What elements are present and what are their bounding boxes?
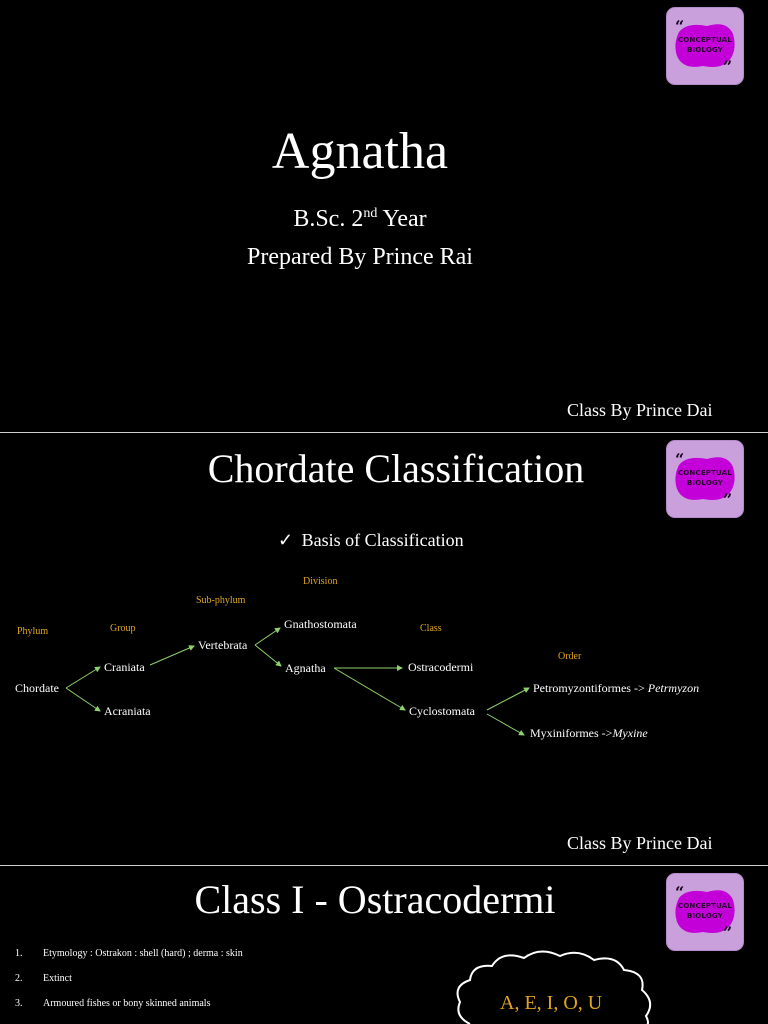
point-number: 3. bbox=[15, 998, 23, 1009]
list-item bbox=[15, 948, 243, 973]
node-agnatha: Agnatha bbox=[285, 661, 326, 675]
node-gnathostomata: Gnathostomata bbox=[284, 617, 357, 631]
year-suffix: Year bbox=[377, 206, 427, 232]
arrow-craniata-vertebrata bbox=[150, 646, 194, 665]
logo-text: CONCEPTUAL BIOLOGY bbox=[677, 469, 733, 487]
subtitle-author: Prepared By Prince Rai bbox=[247, 244, 473, 270]
rank-label-division: Division bbox=[303, 576, 338, 587]
petro-order: Petromyzontiformes -> bbox=[533, 681, 648, 695]
rank-label-class: Class bbox=[420, 623, 442, 634]
slide-title bbox=[0, 0, 768, 432]
arrow-vertebrata-agnatha bbox=[255, 645, 281, 666]
svg-text:“: “ bbox=[675, 450, 685, 469]
point-text: Extinct bbox=[43, 973, 72, 984]
year-prefix: B.Sc. 2 bbox=[293, 206, 364, 232]
arrow-cyclostomata-petromyzon bbox=[487, 688, 529, 710]
slide-classification bbox=[0, 433, 768, 865]
arrow-chordate-acraniata bbox=[66, 688, 100, 711]
footer-credit: Class By Prince Dai bbox=[567, 400, 713, 420]
arrow-vertebrata-gnathostomata bbox=[255, 628, 280, 645]
points-list bbox=[15, 948, 243, 1023]
node-cyclostomata: Cyclostomata bbox=[409, 704, 475, 718]
logo-text: CONCEPTUAL BIOLOGY bbox=[677, 902, 733, 920]
svg-text:“: “ bbox=[675, 17, 685, 36]
petro-genus: Petrmyzon bbox=[647, 681, 700, 695]
subtitle-year bbox=[0, 206, 720, 233]
slide-title: Chordate Classification bbox=[207, 446, 585, 491]
svg-text:“: “ bbox=[675, 883, 685, 902]
rank-label-order: Order bbox=[558, 651, 582, 662]
year-sup: nd bbox=[363, 206, 378, 221]
basis-text: Basis of Classification bbox=[301, 530, 464, 550]
node-ostracodermi: Ostracodermi bbox=[408, 660, 474, 674]
point-number: 1. bbox=[15, 948, 23, 959]
page-title: Agnatha bbox=[271, 123, 449, 180]
rank-label-group: Group bbox=[110, 623, 136, 634]
node-petromyzontiformes bbox=[533, 681, 699, 696]
conceptual-biology-logo bbox=[667, 8, 743, 84]
node-acraniata: Acraniata bbox=[104, 704, 151, 718]
myx-order: Myxiniformes -> bbox=[530, 726, 613, 740]
check-icon: ✓ bbox=[278, 530, 294, 550]
arrow-agnatha-cyclostomata bbox=[334, 668, 405, 710]
point-number: 2. bbox=[15, 973, 23, 984]
logo-text: CONCEPTUAL BIOLOGY bbox=[677, 36, 733, 54]
classification-arrows bbox=[0, 433, 768, 865]
myx-genus: Myxine bbox=[612, 726, 648, 740]
list-item bbox=[15, 973, 243, 998]
node-chordate: Chordate bbox=[15, 681, 59, 695]
node-myxiniformes bbox=[530, 726, 648, 741]
cloud-text: A, E, I, O, U bbox=[500, 992, 603, 1014]
point-text: Etymology : Ostrakon : shell (hard) ; derma : skin bbox=[43, 948, 243, 959]
rank-label-phylum: Phylum bbox=[17, 626, 49, 637]
svg-text:”: ” bbox=[723, 923, 733, 942]
arrow-cyclostomata-myxine bbox=[487, 714, 524, 735]
slide-title: Class I - Ostracodermi bbox=[194, 877, 556, 922]
arrow-chordate-craniata bbox=[66, 667, 100, 688]
node-craniata: Craniata bbox=[104, 660, 145, 674]
node-vertebrata: Vertebrata bbox=[198, 638, 248, 652]
svg-text:”: ” bbox=[723, 57, 733, 76]
svg-text:”: ” bbox=[723, 490, 733, 509]
list-item bbox=[15, 998, 243, 1023]
footer-credit: Class By Prince Dai bbox=[567, 833, 713, 853]
rank-label-subphylum: Sub-phylum bbox=[196, 595, 246, 606]
point-text: Armoured fishes or bony skinned animals bbox=[43, 998, 211, 1009]
